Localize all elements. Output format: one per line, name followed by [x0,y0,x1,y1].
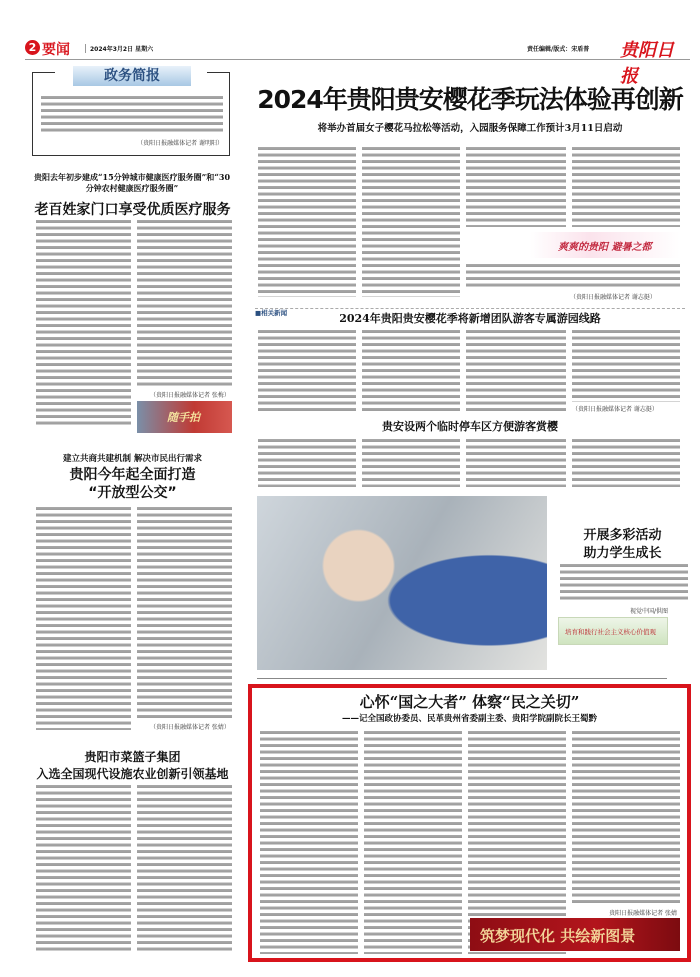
article-text-column [466,145,566,227]
feature-headline: 心怀“国之大者” 体察“民之关切” [359,693,580,711]
article-text-column [260,729,358,954]
article-text-column [572,328,680,402]
related-news-label [255,300,685,317]
students-photo [257,496,547,670]
editor-credit: 责任编辑/版式：宋盾普 [527,46,590,53]
article-text-column [466,437,566,487]
main-subheadline: 将举办首届女子樱花马拉松等活动，入园服务保障工作预计3月11日启动 [317,123,623,134]
article-text-column [36,218,131,428]
main-headline: 2024年贵阳贵安樱花季玩法体验再创新 [257,85,683,114]
article2-kicker: 建立共商共建机制 解决市民出行需求 [63,454,202,464]
article-text-column [137,783,232,951]
feature-banner [470,918,680,951]
government-brief-box [32,68,230,156]
section-name: 要闻 [42,42,70,58]
sidebar-headline-1: 开展多彩活动 [583,528,662,543]
article1-kicker: 贵阳去年初步建成“15分钟城市健康医疗服务圈”和“30分钟农村健康医疗服务圈” [33,172,231,193]
article-text-column [258,328,356,412]
brief-credit: （贵阳日报融媒体记者 谢明阳） [137,140,223,147]
article3-headline-2: 入选全国现代设施农业创新引领基地 [36,767,229,781]
article1-headline: 老百姓家门口享受优质医疗服务 [34,202,231,218]
cherry-logo-graphic [530,232,680,258]
issue-date: 2024年3月2日 星期六 [85,44,153,53]
article-text-column [572,729,680,904]
related2-headline: 贵安设两个临时停车区方便游客赏樱 [382,420,558,433]
article-text-column [572,145,680,227]
sidebar-headline-2: 助力学生成长 [583,546,662,561]
article2-headline-2: “开放型公交” [88,485,177,501]
feature-credit: 贵阳日报融媒体记者 张婧 [609,910,677,917]
values-banner-text: 培育和践行社会主义核心价值观 [565,628,656,636]
main-credit: （贵阳日报融媒体记者 谢志挺） [570,294,656,301]
values-banner [558,617,668,645]
article-text-column [560,562,688,602]
article-text-column [362,145,460,297]
article1-credit: （贵阳日报融媒体记者 张梅） [150,392,230,399]
article-text-column [572,437,680,487]
article-text-column [258,145,356,297]
article-text-column [36,783,131,951]
article-text-column [41,94,223,134]
article-text-column [466,328,566,412]
related1-credit: （贵阳日报融媒体记者 谢志挺） [572,406,658,413]
photo-banner [137,401,232,433]
article-text-column [258,437,356,487]
article-text-column [364,729,462,954]
divider [257,678,667,679]
article-text-column [466,262,680,290]
related-news-text: ■相关新闻 [255,309,288,317]
article-text-column [137,218,232,386]
article2-headline-1: 贵阳今年起全面打造 [69,467,196,483]
photo-banner-label: 随手拍 [167,411,200,424]
feature-subtitle: ——记全国政协委员、民革贵州省委副主委、贵阳学院副院长王蜀黔 [341,714,597,724]
brief-title: 政务简报 [73,66,191,86]
article3-headline-1: 贵阳市菜篮子集团 [84,750,181,764]
article2-credit: （贵阳日报融媒体记者 张婧） [150,724,230,731]
article-text-column [36,505,131,730]
newspaper-logo: 贵阳日报 [620,40,674,87]
cherry-logo-text: 爽爽的贵阳 避暑之都 [558,242,652,253]
article-text-column [362,328,460,412]
sidebar-credit: 视觉中国/供图 [630,608,669,615]
article-text-column [362,437,460,487]
related1-headline: 2024年贵阳贵安樱花季将新增团队游客专属游园线路 [339,312,601,325]
page-number-badge: 2 [25,40,40,55]
article-text-column [137,505,232,720]
feature-box [248,684,691,962]
feature-banner-text: 筑梦现代化 共绘新图景 [480,927,636,945]
